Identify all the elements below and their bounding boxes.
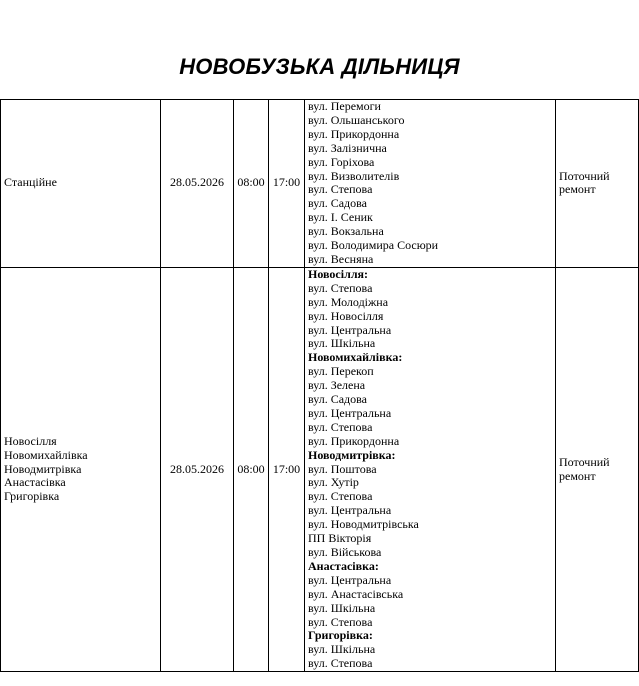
street-name: вул. Зелена [308, 378, 366, 393]
street-name: вул. Степова [308, 280, 373, 295]
street-name: вул. Центральна [308, 322, 392, 337]
street-name: вул. Володимира Сосюри [308, 238, 439, 253]
streets-cell [305, 100, 556, 268]
street-name: вул. Залізнична [308, 140, 387, 155]
work-type-cell [556, 267, 639, 671]
street-name: вул. Степова [308, 489, 373, 504]
table-row [1, 100, 639, 268]
end-time: 17:00 [272, 175, 301, 190]
village-group-heading: Новомихайлівка: [308, 350, 403, 365]
page-title: НОВОБУЗЬКА ДІЛЬНИЦЯ [179, 54, 460, 79]
street-name: вул. Шкільна [308, 642, 376, 657]
street-name: вул. Горіхова [308, 154, 375, 169]
street-name: вул. Молодіжна [308, 294, 389, 309]
village-group-heading: Григорівка: [308, 628, 373, 643]
date-cell [161, 267, 234, 671]
street-name: вул. Прикордонна [308, 126, 400, 141]
settlements-cell [1, 100, 161, 268]
street-name: вул. Перемоги [308, 99, 381, 113]
work-type: ремонт [559, 468, 596, 483]
street-name: вул. Шкільна [308, 336, 376, 351]
table-row [1, 267, 639, 671]
street-name: вул. Степова [308, 656, 373, 671]
end-time-cell [269, 100, 305, 268]
street-name: вул. Визволителів [308, 168, 400, 183]
village-group-heading: Новосілля: [308, 266, 369, 281]
street-name: вул. Шкільна [308, 600, 376, 615]
work-type-cell [556, 100, 639, 268]
street-name: вул. Прикордонна [308, 433, 400, 448]
village-group-heading: Анастасівка: [308, 558, 379, 573]
street-name: вул. Вокзальна [308, 224, 384, 239]
outage-date: 28.05.2026 [170, 461, 224, 476]
settlement-name: Анастасівка [4, 475, 66, 490]
settlement-name: Новосілля [4, 433, 57, 448]
street-name: вул. Військова [308, 545, 382, 559]
street-name: вул. Новосілля [308, 308, 384, 323]
street-name: вул. Центральна [308, 503, 392, 518]
settlement-name: Станційне [4, 175, 57, 190]
work-type: Поточний [559, 454, 610, 469]
settlement-name: Новомихайлівка [4, 447, 88, 462]
settlements-cell [1, 267, 161, 671]
work-type: ремонт [559, 182, 596, 197]
street-name: вул. Поштова [308, 461, 377, 476]
street-name: вул. Садова [308, 392, 367, 407]
start-time: 08:00 [237, 175, 265, 190]
street-name: вул. Новодмитрівська [308, 517, 419, 532]
end-time: 17:00 [272, 461, 301, 476]
street-name: вул. Центральна [308, 405, 392, 420]
street-name: ПП Вікторія [308, 531, 372, 546]
street-name: вул. Степова [308, 419, 373, 434]
table-body [1, 100, 639, 672]
street-name: вул. Анастасівська [308, 586, 404, 601]
street-name: вул. Садова [308, 196, 367, 211]
settlement-name: Новодмитрівка [4, 461, 82, 476]
end-time-cell [269, 267, 305, 671]
street-name: вул. Степова [308, 614, 373, 629]
settlement-name: Григорівка [4, 489, 60, 504]
street-name: вул. Перекоп [308, 364, 374, 379]
street-name: вул. Хутір [308, 475, 359, 490]
outage-schedule-table [0, 99, 639, 672]
street-name: вул. І. Сеник [308, 210, 373, 225]
street-name: вул. Степова [308, 182, 373, 197]
street-name: вул. Центральна [308, 572, 392, 587]
street-name: вул. Ольшанського [308, 112, 405, 127]
start-time-cell [234, 100, 269, 268]
outage-date: 28.05.2026 [170, 175, 224, 190]
streets-cell [305, 267, 556, 671]
work-type: Поточний [559, 168, 610, 183]
start-time-cell [234, 267, 269, 671]
start-time: 08:00 [237, 461, 265, 476]
street-name: вул. Весняна [308, 251, 374, 266]
village-group-heading: Новодмитрівка: [308, 447, 396, 462]
date-cell [161, 100, 234, 268]
